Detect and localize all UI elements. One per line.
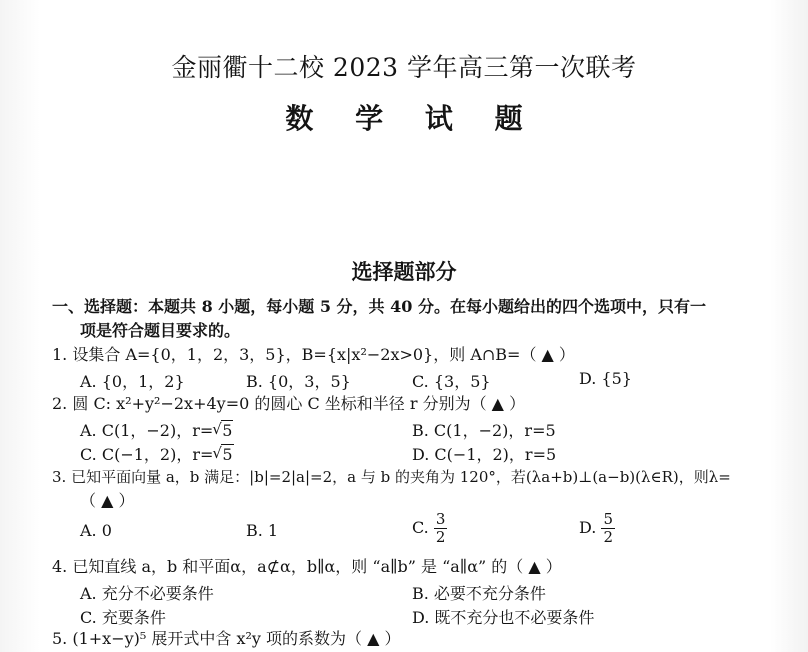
question-4-stem: 4. 已知直线 a，b 和平面α，a⊄α，b∥α，则 “a∥b” 是 “a∥α” 的（ ▲ ） <box>52 557 562 576</box>
exam-title: 金丽衢十二校 2023 学年高三第一次联考 <box>171 53 637 82</box>
question-3-option-a: A. 0 <box>80 521 112 540</box>
question-2-stem: 2. 圆 C: x²+y²−2x+4y=0 的圆心 C 坐标和半径 r 分别为（ ▲ ） <box>52 394 526 413</box>
denominator: 2 <box>435 528 446 546</box>
instructions-line-1: 一、选择题：本题共 8 小题，每小题 5 分，共 40 分。在每小题给出的四个选项中，只有一 <box>52 297 706 316</box>
question-2-option-a-text: A. C(1，−2)，r= <box>80 421 214 440</box>
numerator: 3 <box>435 510 446 528</box>
question-4-option-a: A. 充分不必要条件 <box>80 584 214 603</box>
question-4-option-d: D. 既不充分也不必要条件 <box>412 608 595 627</box>
denominator: 2 <box>603 528 613 546</box>
fraction <box>601 511 615 546</box>
question-4-option-b: B. 必要不充分条件 <box>412 584 546 603</box>
radicand: 5 <box>222 421 233 440</box>
question-1-stem: 1. 设集合 A={0，1，2，3，5}，B={x|x²−2x>0}，则 A∩B=（ ▲ ） <box>52 345 575 364</box>
question-2-option-b: B. C(1，−2)，r=5 <box>412 421 556 440</box>
question-1-option-b: B. {0，3，5} <box>246 372 351 391</box>
question-2-option-d: D. C(−1，2)，r=5 <box>412 445 557 464</box>
question-5-stem: 5. (1+x−y)⁵ 展开式中含 x²y 项的系数为（ ▲ ） <box>52 629 401 648</box>
question-3-option-d <box>579 511 615 546</box>
question-3-option-c-label: C. <box>412 518 429 537</box>
question-4-option-c: C. 充要条件 <box>80 608 166 627</box>
question-3-option-c <box>412 511 447 546</box>
question-1-option-d: D. {5} <box>579 369 632 388</box>
question-3-option-d-label: D. <box>579 518 597 537</box>
instructions-line-2: 项是符合题目要求的。 <box>80 321 241 340</box>
numerator: 5 <box>603 510 613 528</box>
question-3-option-b: B. 1 <box>246 521 279 540</box>
question-1-option-c: C. {3，5} <box>412 372 491 391</box>
question-3-stem-line-2: （ ▲ ） <box>80 491 135 510</box>
exam-subject: 数 学 试 题 <box>285 102 539 135</box>
section-title: 选择题部分 <box>351 259 457 284</box>
question-3-stem-line-1: 3. 已知平面向量 a，b 满足：|b|=2|a|=2，a 与 b 的夹角为 120°，若(λa+b)⊥(a−b)(λ∈R)，则λ= <box>52 468 731 486</box>
question-2-option-c <box>80 442 234 465</box>
question-2-option-a <box>80 418 233 441</box>
fraction <box>434 511 448 546</box>
radicand: 5 <box>222 445 233 464</box>
question-2-option-c-text: C. C(−1，2)，r= <box>80 445 214 464</box>
sqrt-symbol <box>213 445 233 464</box>
question-1-option-a: A. {0，1，2} <box>80 372 185 391</box>
sqrt-symbol <box>213 421 233 440</box>
